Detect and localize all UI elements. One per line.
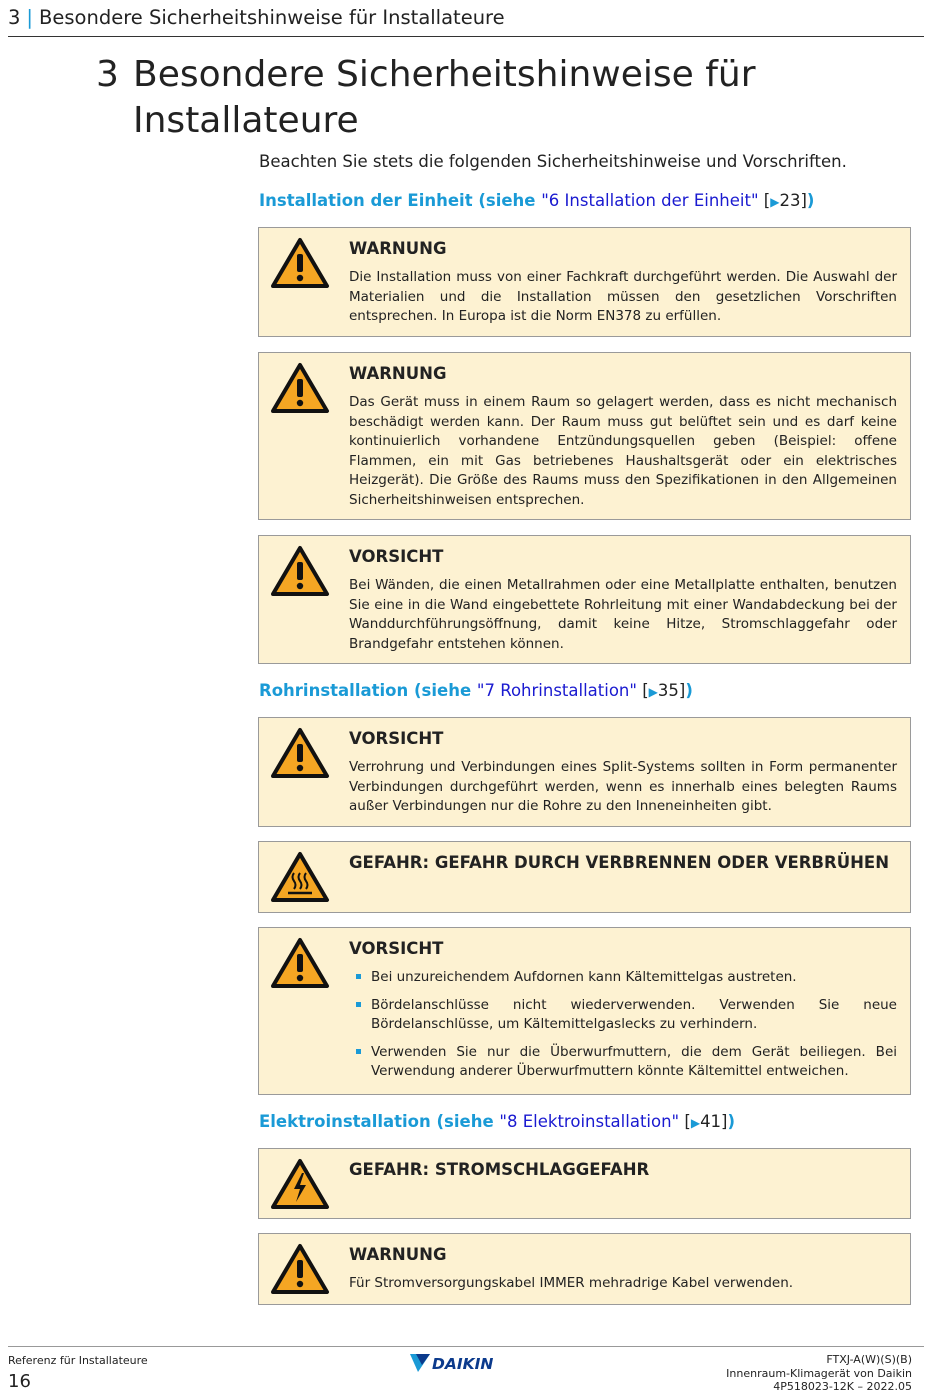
- page-ref-arrow-icon: ▶: [690, 1116, 701, 1130]
- section-link[interactable]: "6 Installation der Einheit": [541, 191, 759, 210]
- page-ref[interactable]: 23]: [779, 191, 807, 210]
- section-heading-electrical: [259, 1112, 735, 1131]
- box-title: VORSICHT: [349, 939, 444, 958]
- warning-box: [258, 352, 911, 520]
- warning-icon: [270, 545, 330, 597]
- footer-product: Innenraum-Klimagerät von Daikin: [726, 1366, 912, 1380]
- warning-icon: [270, 727, 330, 779]
- ref-bracket: [: [679, 1112, 691, 1131]
- hot-surface-icon: [270, 851, 330, 903]
- header-chapter-number: 3: [8, 6, 21, 29]
- chapter-title-text: Besondere Sicherheitshinweise für Installateure: [133, 54, 756, 141]
- caution-box: [258, 535, 911, 664]
- danger-box: [258, 841, 911, 913]
- box-text: Das Gerät muss in einem Raum so gelagert werden, dass es nicht mechanisch beschädigt werden kann. Der Raum muss gut belüftet sein und es darf keine kontinuierlich vorhandene Entzündungsquellen geben (Beispiel: offene Flammen, ein mit Gas betriebenes Haushaltsgerät oder ein elektrisches Heizgerät). Die Größe des Raums muss den Spezifikationen in den Allgemeinen Sicherheitshinweisen entsprechen.: [349, 394, 897, 508]
- daikin-logo: [408, 1352, 512, 1374]
- section-heading-installation: [259, 191, 814, 210]
- caution-box: [258, 717, 911, 827]
- box-title: WARNUNG: [349, 239, 447, 258]
- page-ref-arrow-icon: ▶: [770, 195, 780, 209]
- warning-icon: [270, 362, 330, 414]
- danger-box: [258, 1148, 911, 1219]
- section-heading-label: Rohrinstallation (siehe: [259, 681, 477, 700]
- section-heading-label: Installation der Einheit (siehe: [259, 191, 542, 210]
- box-text: Die Installation muss von einer Fachkraft durchgeführt werden. Die Auswahl der Materialien und die Installation müssen den gesetzlichen Vorschriften entsprechen. In Europa ist die Norm EN378 zu erfüllen.: [349, 269, 897, 324]
- list-item: Bördelanschlüsse nicht wiederverwenden. Verwenden Sie neue Bördelanschlüsse, um Kältemittelgaslecks zu verhindern.: [349, 996, 897, 1035]
- ref-bracket: [: [636, 681, 649, 700]
- footer-doc-label: Referenz für Installateure: [8, 1354, 148, 1367]
- section-link[interactable]: "8 Elektroinstallation": [499, 1112, 680, 1131]
- section-heading-suffix: ): [685, 681, 693, 700]
- header-rule: [8, 36, 924, 37]
- box-title: GEFAHR: STROMSCHLAGGEFAHR: [349, 1160, 650, 1179]
- footer-model: FTXJ-A(W)(S)(B): [826, 1353, 912, 1366]
- list-item: Verwenden Sie nur die Überwurfmuttern, die dem Gerät beiliegen. Bei Verwendung anderer Überwurfmuttern könnte Kältemittel entweichen.: [349, 1043, 897, 1082]
- warning-icon: [270, 237, 330, 289]
- box-text: Für Stromversorgungskabel IMMER mehradrige Kabel verwenden.: [349, 1275, 794, 1291]
- page-number: 16: [8, 1371, 31, 1392]
- box-title: GEFAHR: GEFAHR DURCH VERBRENNEN ODER VERBRÜHEN: [349, 853, 890, 872]
- warning-icon: [270, 1243, 330, 1295]
- intro-text: Beachten Sie stets die folgenden Sicherheitshinweise und Vorschriften.: [259, 152, 847, 171]
- caution-box: [258, 927, 911, 1095]
- header-separator: |: [26, 6, 33, 29]
- electric-shock-icon: [270, 1158, 330, 1210]
- box-title: VORSICHT: [349, 547, 444, 566]
- warning-box: [258, 227, 911, 337]
- box-list: [349, 968, 897, 1090]
- section-link[interactable]: "7 Rohrinstallation": [476, 681, 637, 700]
- footer-right: [726, 1353, 912, 1394]
- chapter-number: 3: [96, 54, 119, 95]
- warning-box: [258, 1233, 911, 1305]
- running-header: [8, 6, 505, 29]
- page-ref[interactable]: 41]: [700, 1112, 728, 1131]
- ref-bracket: [: [758, 191, 771, 210]
- list-item: Bei unzureichendem Aufdornen kann Kältemittelgas austreten.: [349, 968, 897, 988]
- box-title: WARNUNG: [349, 1245, 447, 1264]
- section-heading-suffix: ): [727, 1112, 736, 1131]
- box-text: Bei Wänden, die einen Metallrahmen oder eine Metallplatte enthalten, benutzen Sie eine in die Wand eingebettete Rohrleitung mit einer Wandabdeckung bei der Wanddurchführungsöffnung, damit keine Hitze, Stromschlaggefahr oder Brandgefahr entstehen können.: [349, 577, 897, 652]
- footer-doc-code: 4P518023-12K – 2022.05: [773, 1380, 912, 1393]
- page-ref[interactable]: 35]: [657, 681, 686, 700]
- page-ref-arrow-icon: ▶: [648, 685, 658, 699]
- section-heading-suffix: ): [806, 191, 815, 210]
- footer-rule: [8, 1346, 924, 1347]
- box-title: VORSICHT: [349, 729, 444, 748]
- box-title: WARNUNG: [349, 364, 447, 383]
- section-heading-label: Elektroinstallation (siehe: [259, 1112, 500, 1131]
- warning-icon: [270, 937, 330, 989]
- logo-text: DAIKIN: [432, 1355, 494, 1373]
- box-text: Verrohrung und Verbindungen eines Split-Systems sollten in Form permanenter Verbindungen durchgeführt werden, wenn es innerhalb eines belegten Raums außer Verbindungen nur die Rohre zu den Inneneinheiten gibt.: [349, 759, 897, 814]
- header-chapter-title: Besondere Sicherheitshinweise für Installateure: [39, 6, 505, 29]
- section-heading-piping: [259, 681, 693, 700]
